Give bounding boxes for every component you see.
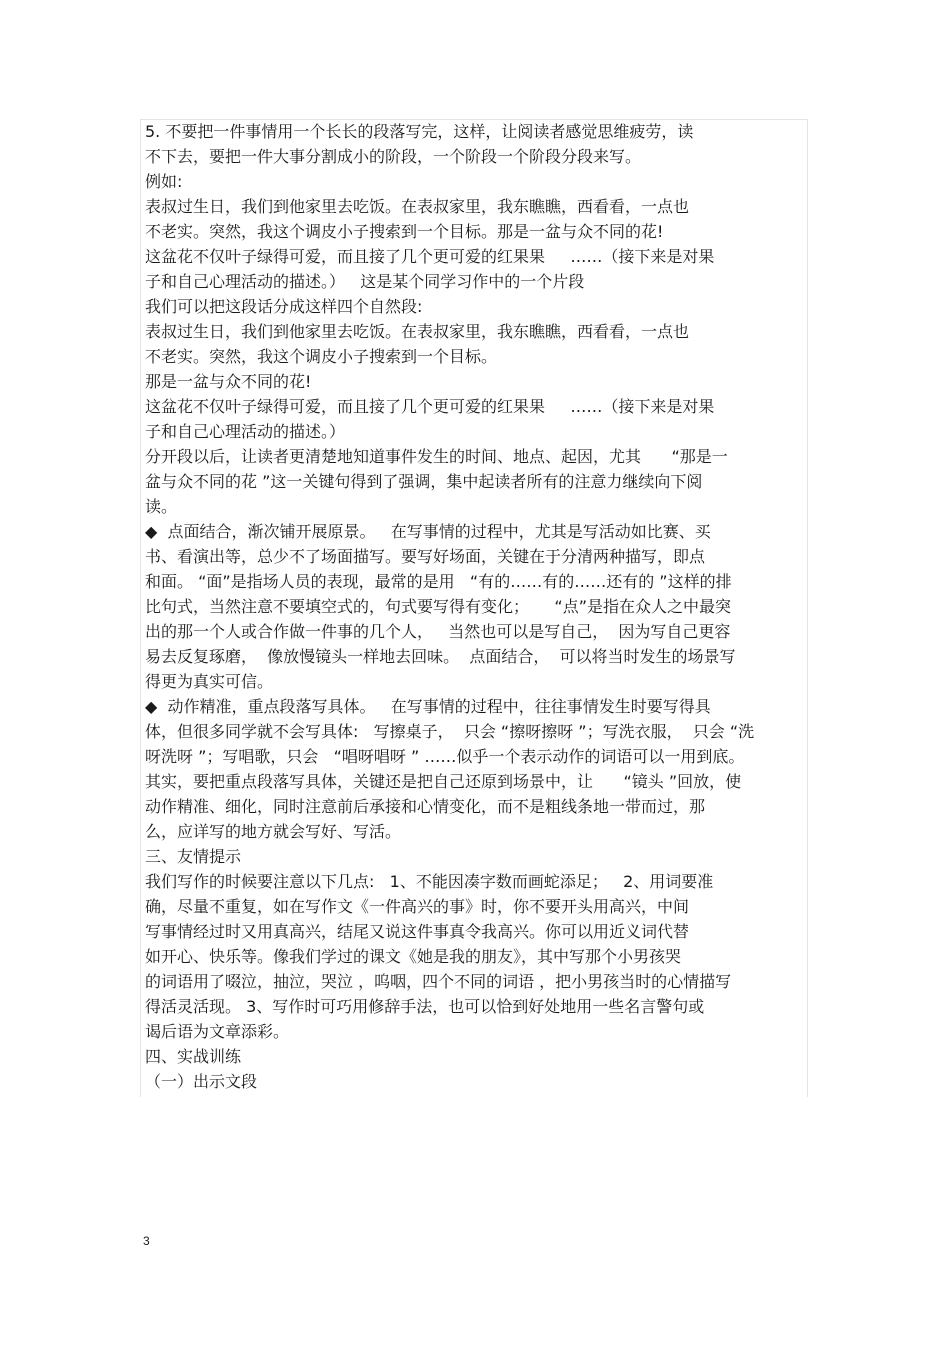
text-line: 分开段以后，让读者更清楚地知道事件发生的时间、地点、起因，尤其 “那是一: [145, 447, 728, 466]
text-line: 的词语用了啜泣，抽泣，哭泣 ，呜咽，四个不同的词语 ，把小男孩当时的心情描写: [145, 972, 732, 991]
text-line: 得更为真实可信。: [145, 672, 274, 691]
text-line: 如开心、快乐等。像我们学过的课文《她是我的朋友》，其中写那个小男孩哭: [145, 947, 682, 966]
text-line: 这盆花不仅叶子绿得可爱，而且接了几个更可爱的红果果 ……（接下来是对果: [145, 247, 715, 266]
text-line: 书、看演出等，总少不了场面描写。要写好场面，关键在于分清两种描写，即点: [145, 547, 706, 566]
text-line: 表叔过生日，我们到他家里去吃饭。在表叔家里，我东瞧瞧，西看看，一点也: [145, 197, 690, 216]
page-number: 3: [143, 1234, 150, 1248]
text-line: 不老实。突然，我这个调皮小子搜索到一个目标。: [145, 347, 498, 366]
text-line: 确，尽量不重复，如在写作文《一件高兴的事》时，你不要开头用高兴，中间: [145, 897, 690, 916]
text-line: 和面。 “面”是指场人员的表现，最常的是用 “有的……有的……还有的 ”这样的排: [145, 572, 732, 591]
text-frame-left-border: [140, 119, 141, 1097]
text-line: 例如:: [145, 172, 183, 191]
section-heading: 四、实战训练: [145, 1047, 242, 1066]
text-line: 不老实。突然，我这个调皮小子搜索到一个目标。那是一盆与众不同的花!: [145, 222, 664, 241]
text-line: 出的那一个人或合作做一件事的几个人， 当然也可以是写自己， 因为写自己更容: [145, 622, 731, 641]
bullet-paragraph-line: ◆ 动作精准，重点段落写具体。 在写事情的过程中，往往事情发生时要写得具: [145, 697, 711, 716]
subsection-heading: （一）出示文段: [145, 1072, 258, 1091]
text-line: 体，但很多同学就不会写具体: 写擦桌子， 只会 “擦呀擦呀 ”；写洗衣服， 只会 “洗: [145, 722, 755, 741]
text-line: 么，应详写的地方就会写好、写活。: [145, 822, 402, 841]
text-line: 5. 不要把一件事情用一个长长的段落写完，这样，让阅读者感觉思维疲劳，读: [145, 122, 694, 141]
section-heading: 三、友情提示: [145, 847, 242, 866]
text-line: 写事情经过时又用真高兴，结尾又说这件事真令我高兴。你可以用近义词代替: [145, 922, 690, 941]
text-line: 易去反复琢磨， 像放慢镜头一样地去回味。 点面结合， 可以将当时发生的场景写: [145, 647, 736, 666]
text-line: 我们可以把这段话分成这样四个自然段:: [145, 297, 423, 316]
text-line: 表叔过生日，我们到他家里去吃饭。在表叔家里，我东瞧瞧，西看看，一点也: [145, 322, 690, 341]
text-line: 谒后语为文章添彩。: [145, 1022, 290, 1041]
text-line: 得活灵活现。 3、写作时可巧用修辞手法，也可以恰到好处地用一些名言警句或: [145, 997, 705, 1016]
document-body: [145, 119, 809, 1094]
text-line: 比句式，当然注意不要填空式的，句式要写得有变化； “点”是指在众人之中最突: [145, 597, 732, 616]
text-line: 动作精准、细化，同时注意前后承接和心情变化，而不是粗线条地一带而过，那: [145, 797, 706, 816]
text-line: 其实，要把重点段落写具体，关键还是把自己还原到场景中，让 “镜头 ”回放，使: [145, 772, 742, 791]
text-line: 那是一盆与众不同的花!: [145, 372, 312, 391]
text-line: 不下去，要把一件大事分割成小的阶段，一个阶段一个阶段分段来写。: [145, 147, 642, 166]
text-line: 我们写作的时候要注意以下几点: 1、不能因凑字数而画蛇添足； 2、用词要准: [145, 872, 714, 891]
text-line: 这盆花不仅叶子绿得可爱，而且接了几个更可爱的红果果 ……（接下来是对果: [145, 397, 715, 416]
text-line: 盆与众不同的花 ”这一关键句得到了强调，集中起读者所有的注意力继续向下阅: [145, 472, 703, 491]
text-line: 呀洗呀 ”；写唱歌，只会 “唱呀唱呀 ” ……似乎一个表示动作的词语可以一用到底。: [145, 747, 745, 766]
bullet-paragraph-line: ◆ 点面结合，渐次铺开展原景。 在写事情的过程中，尤其是写活动如比赛、买: [145, 522, 711, 541]
text-line: 子和自己心理活动的描述。）: [145, 422, 346, 441]
text-line: 读。: [145, 497, 178, 516]
text-line: 子和自己心理活动的描述。） 这是某个同学习作中的一个片段: [145, 272, 585, 291]
